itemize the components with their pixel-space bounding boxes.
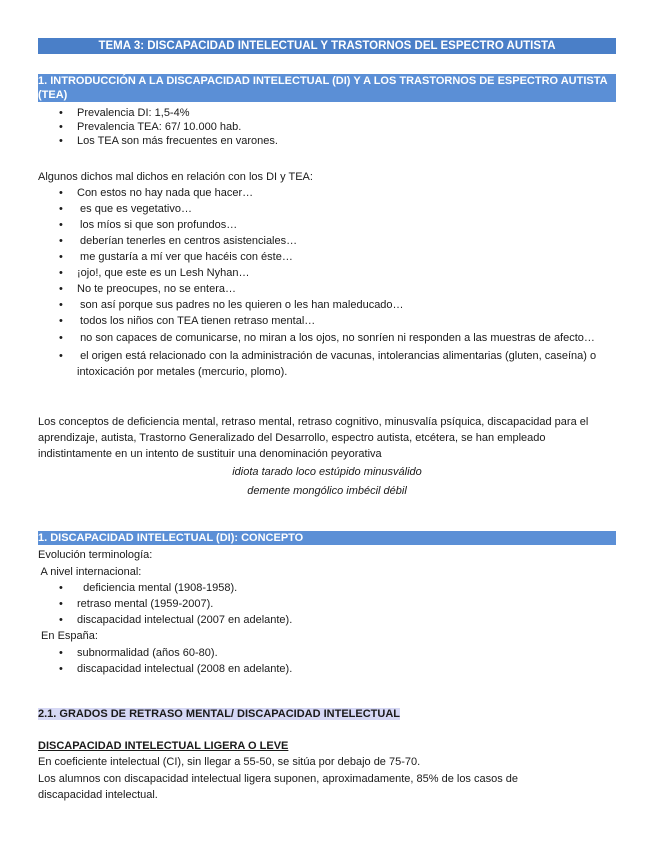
list-item: • son así porque sus padres no les quieren o les han maleducado… xyxy=(38,298,598,312)
list-item: • me gustaría a mí ver que hacéis con éste… xyxy=(38,250,598,264)
list-item: • los míos si que son profundos… xyxy=(38,218,598,232)
list-item: • el origen está relacionado con la administración de vacunas, intolerancias alimentarias (gluten, caseína) o intoxicación por metales (mercurio, plomo). xyxy=(38,348,598,380)
list-item: • deberían tenerles en centros asistenciales… xyxy=(38,234,598,248)
iq-line: En coeficiente intelectual (CI), sin llegar a 55-50, se sitúa por debajo de 75-70. xyxy=(38,756,421,768)
international-label: A nivel internacional: xyxy=(38,566,142,578)
spain-list xyxy=(38,646,616,676)
list-item: • ¡ojo!, que este es un Lesh Nyhan… xyxy=(38,266,598,280)
list-item: • todos los niños con TEA tienen retraso mental… xyxy=(38,314,598,328)
section-1-heading: 1. INTRODUCCIÓN A LA DISCAPACIDAD INTELECTUAL (DI) Y A LOS TRASTORNOS DE ESPECTRO AUTISTA (TEA) xyxy=(38,74,616,102)
list-item: • no son capaces de comunicarse, no miran a los ojos, no sonríen ni responden a las muestras de afecto… xyxy=(38,330,598,346)
sayings-list xyxy=(38,186,598,380)
pejorative-terms-line-1: idiota tarado loco estúpido minusválido xyxy=(232,466,422,478)
list-item: • Los TEA son más frecuentes en varones. xyxy=(38,134,616,148)
list-item: • discapacidad intelectual (2008 en adelante). xyxy=(38,662,616,676)
list-item: • discapacidad intelectual (2007 en adelante). xyxy=(38,613,616,627)
section-2-heading: 1. DISCAPACIDAD INTELECTUAL (DI): CONCEPTO xyxy=(38,531,616,545)
list-item: • subnormalidad (años 60-80). xyxy=(38,646,616,660)
mild-di-subheading: DISCAPACIDAD INTELECTUAL LIGERA O LEVE xyxy=(38,740,289,752)
prevalence-list xyxy=(38,106,616,148)
pejorative-terms-line-2: demente mongólico imbécil débil xyxy=(247,485,407,497)
section-2-1-heading xyxy=(38,707,400,721)
list-item: • No te preocupes, no se entera… xyxy=(38,282,598,296)
list-item: • es que es vegetativo… xyxy=(38,202,598,216)
mild-di-paragraph: Los alumnos con discapacidad intelectual ligera suponen, aproximadamente, 85% de los casos de discapacidad intelectual. xyxy=(38,773,519,801)
document-title: TEMA 3: DISCAPACIDAD INTELECTUAL Y TRASTORNOS DEL ESPECTRO AUTISTA xyxy=(38,38,616,54)
evolution-label: Evolución terminología: xyxy=(38,549,153,561)
international-list xyxy=(38,581,616,627)
spain-label: En España: xyxy=(38,630,98,642)
list-item: • Prevalencia DI: 1,5-4% xyxy=(38,106,616,120)
highlighted-heading: 2.1. GRADOS DE RETRASO MENTAL/ DISCAPACIDAD INTELECTUAL xyxy=(38,708,400,720)
list-item: • retraso mental (1959-2007). xyxy=(38,597,616,611)
list-item: • deficiencia mental (1908-1958). xyxy=(38,581,616,595)
list-item: • Prevalencia TEA: 67/ 10.000 hab. xyxy=(38,120,616,134)
concepts-paragraph: Los conceptos de deficiencia mental, retraso mental, retraso cognitivo, minusvalía psíquica, discapacidad para el aprendizaje, autista, Trastorno Generalizado del Desarrollo, espectro autista, etcétera, se han empleado indistintamente en un intento de sustituir una denominación peyorativa xyxy=(38,416,589,460)
list-item: • Con estos no hay nada que hacer… xyxy=(38,186,598,200)
sayings-intro: Algunos dichos mal dichos en relación con los DI y TEA: xyxy=(38,171,313,183)
